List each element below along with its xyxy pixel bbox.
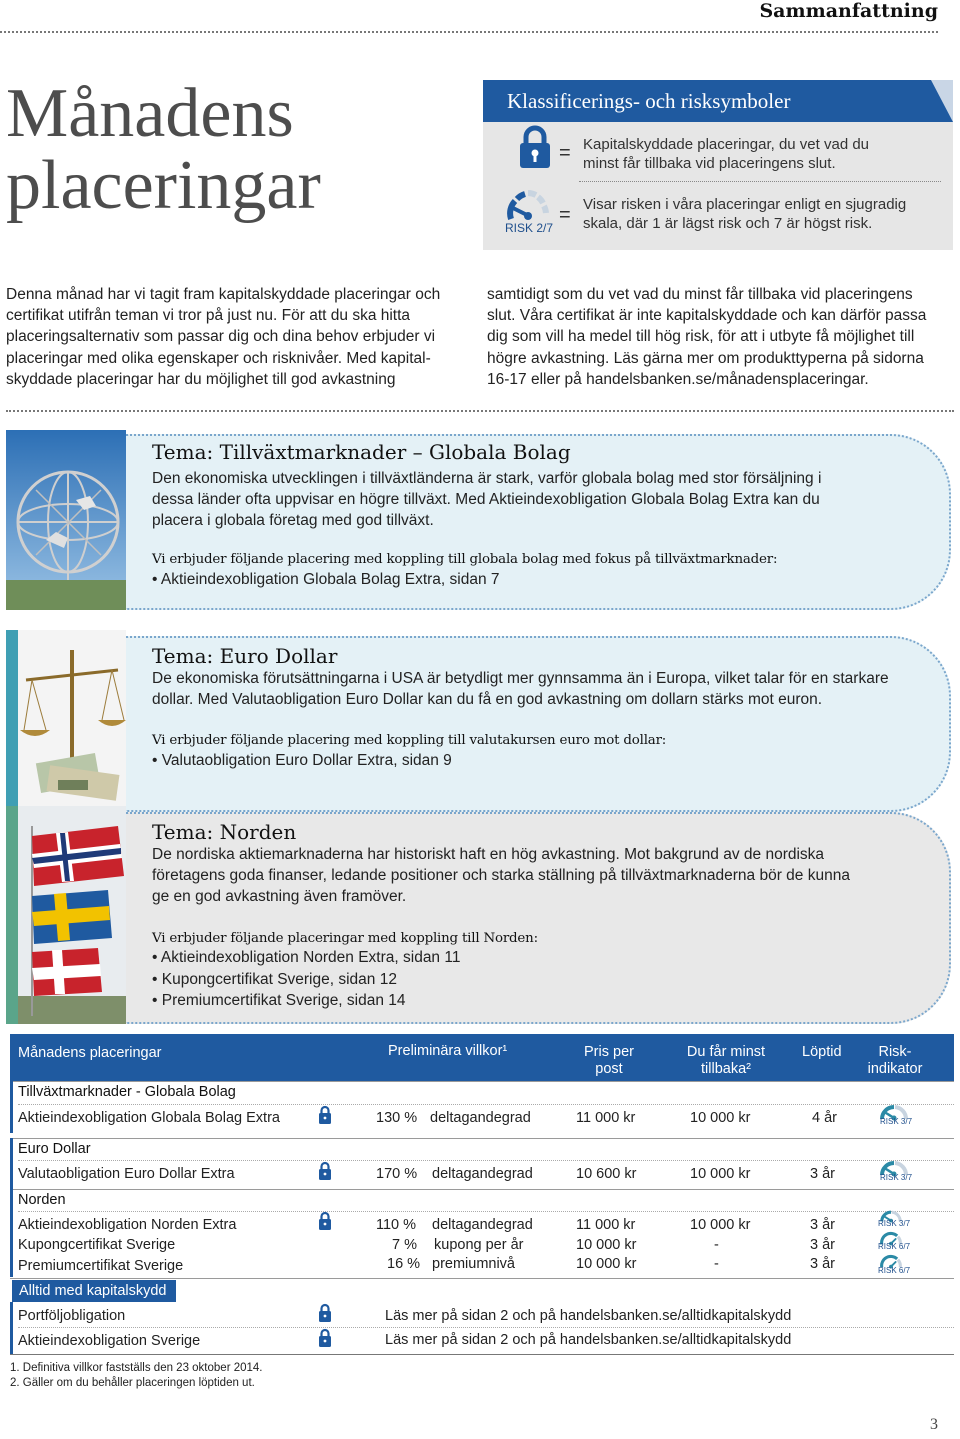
row-term: 3 år [810, 1166, 835, 1182]
row-min-back: 10 000 kr [690, 1217, 751, 1233]
row-price: 10 000 kr [576, 1237, 637, 1253]
intro-line: dig som vill ha medel till hög risk, för att i utbyte få möjlighet till [487, 328, 915, 346]
row-pct: 130 % [376, 1110, 418, 1126]
row-name: Aktieindexobligation Sverige [18, 1333, 201, 1349]
theme-body-line: De ekonomiska förutsättningarna i USA är betydligt mer gynnsamma än i Europa, vilket talar för en starkare [152, 670, 889, 687]
row-min-back: 10 000 kr [690, 1110, 751, 1126]
intro-line: placeringsalternativ som passar dig och dina behov erbjuder vi [6, 328, 436, 346]
theme-body-line: De nordiska aktiemarknaderna har historiskt haft en hög avkastning. Mot bakgrund av de nordiska [152, 846, 825, 863]
table-header [10, 1034, 954, 1081]
page-title [6, 75, 321, 224]
th-min-back [676, 1044, 776, 1078]
theme-bullet: • Kupongcertifikat Sverige, sidan 12 [152, 971, 397, 989]
theme-body [152, 668, 932, 710]
intro-line: samtidigt som du vet vad du minst får tillbaka vid placeringens [487, 286, 913, 303]
th-name: Månadens placeringar [18, 1045, 162, 1061]
nordic-flags-photo [18, 806, 126, 1024]
divider [18, 1160, 954, 1161]
theme-body-line: ge en god avkastning även framöver. [152, 888, 407, 905]
risk-description [583, 195, 943, 233]
intro-line: skyddade placeringar har du möjlighet till god avkastning [6, 370, 396, 388]
section-label: Sammanfattning [759, 0, 938, 22]
divider [0, 31, 938, 33]
intro-line: Denna månad har vi tagit fram kapitalskyddade placeringar och [6, 286, 441, 303]
globe-sculpture-photo [6, 430, 126, 610]
divider [18, 1327, 954, 1328]
theme-title: Tema: Euro Dollar [152, 644, 338, 668]
group-bar [10, 1138, 13, 1190]
row-pct: 16 % [387, 1256, 421, 1272]
row-name: Aktieindexobligation Norden Extra [18, 1217, 237, 1233]
theme-growth-markets [0, 430, 960, 612]
th-term: Löptid [802, 1044, 842, 1060]
theme-bullet: • Aktieindexobligation Globala Bolag Extra, sidan 7 [152, 571, 500, 589]
th-price [570, 1044, 648, 1078]
table-group-label: Norden [18, 1192, 66, 1208]
accent-strip [6, 806, 18, 1024]
page-title-line2: placeringar [6, 147, 321, 224]
risk-text-line1: Visar risken i våra placeringar enligt en sjugradig [583, 196, 907, 213]
lock-text-line1: Kapitalskyddade placeringar, du vet vad du [583, 136, 870, 153]
padlock-icon [318, 1328, 332, 1348]
row-name: Kupongcertifikat Sverige [18, 1237, 176, 1253]
table-group-divider [10, 1138, 954, 1139]
row-type: deltagandegrad [432, 1217, 533, 1233]
th-risk-line: indikator [867, 1061, 923, 1077]
row-term: 4 år [812, 1110, 837, 1126]
divider [10, 1354, 954, 1355]
th-back-line: Du får minst [686, 1044, 766, 1060]
row-risk: RISK 3/7 [880, 1173, 913, 1182]
intro-line: placeringar med olika egenskaper och risknivåer. Med kapital- [6, 349, 431, 367]
risk-caption: RISK 2/7 [505, 221, 554, 235]
theme-bullet: • Aktieindexobligation Norden Extra, sidan 11 [152, 949, 460, 967]
intro-right [487, 284, 942, 390]
padlock-icon [318, 1161, 332, 1181]
intro-line: högre avkastning. Läs gärna mer om produkttyperna på sidorna [487, 349, 924, 367]
lock-text-line2: minst får tillbaka vid placeringens slut. [583, 155, 836, 172]
th-terms: Preliminära villkor¹ [388, 1043, 508, 1059]
row-type: deltagandegrad [432, 1166, 533, 1182]
classification-box [483, 80, 953, 250]
th-price-line: post [595, 1061, 623, 1077]
row-risk: RISK 3/7 [878, 1219, 911, 1228]
divider [18, 1211, 954, 1212]
row-pct: 110 % [376, 1217, 417, 1233]
theme-body [152, 844, 872, 907]
th-risk-line: Risk- [878, 1044, 912, 1060]
intro-line: certifikat utifrån teman vi tror på just nu. För att du ska hitta [6, 307, 411, 325]
theme-offer: Vi erbjuder följande placeringar med koppling till Norden: [152, 931, 538, 946]
padlock-icon [518, 125, 552, 169]
theme-title: Tema: Tillväxtmarknader – Globala Bolag [152, 440, 571, 464]
classification-heading: Klassificerings- och risksymboler [483, 80, 953, 122]
theme-offer: Vi erbjuder följande placering med koppling till globala bolag med fokus på tillväxtmarknader: [152, 552, 778, 567]
theme-body-line: dollar. Med Valutaobligation Euro Dollar kan du få en god avkastning om dollarn stärks mot euron. [152, 691, 823, 708]
divider [6, 410, 954, 412]
row-type: premiumnivå [432, 1256, 515, 1272]
table-group-divider [10, 1081, 954, 1082]
row-type: kupong per år [434, 1237, 524, 1253]
intro-line: slut. Våra certifikat är inte kapitalskyddade och kan därför passa [487, 307, 927, 325]
theme-body [152, 468, 872, 531]
equals-sign: = [559, 204, 571, 226]
theme-bullet: • Valutaobligation Euro Dollar Extra, sidan 9 [152, 752, 452, 770]
row-min-back: 10 000 kr [690, 1166, 751, 1182]
theme-bullet: • Premiumcertifikat Sverige, sidan 14 [152, 992, 406, 1010]
row-pct: 170 % [376, 1166, 418, 1182]
divider [579, 181, 941, 182]
th-price-line: Pris per [584, 1044, 634, 1060]
row-note: Läs mer på sidan 2 och på handelsbanken.se/alltidkapitalskydd [385, 1332, 792, 1348]
row-price: 10 600 kr [576, 1166, 637, 1182]
th-back-line: tillbaka² [701, 1061, 751, 1077]
risk-text-line2: skala, där 1 är lägst risk och 7 är högst risk. [583, 215, 873, 232]
theme-body-line: Den ekonomiska utvecklingen i tillväxtländerna är stark, varför globala bolag med stor försäljning i [152, 470, 822, 487]
row-risk: RISK 6/7 [878, 1242, 911, 1251]
table-group-label: Alltid med kapitalskydd [12, 1280, 176, 1302]
row-min-back: - [714, 1237, 719, 1253]
row-name: Portföljobligation [18, 1308, 126, 1324]
group-bar [10, 1081, 13, 1133]
balance-scale-photo [18, 630, 126, 812]
page-number: 3 [930, 1416, 938, 1433]
theme-nordic [0, 806, 960, 1024]
table-group-label: Euro Dollar [18, 1141, 91, 1157]
row-name: Premiumcertifikat Sverige [18, 1258, 184, 1274]
row-price: 11 000 kr [576, 1217, 636, 1233]
row-term: 3 år [810, 1217, 835, 1233]
padlock-icon [318, 1211, 332, 1231]
row-risk: RISK 3/7 [880, 1117, 913, 1126]
row-term: 3 år [810, 1256, 835, 1272]
row-name: Valutaobligation Euro Dollar Extra [18, 1166, 235, 1182]
theme-title: Tema: Norden [152, 820, 297, 844]
table-group-divider [10, 1278, 954, 1279]
divider [18, 1104, 954, 1105]
theme-euro-dollar [0, 630, 960, 812]
footnote: 2. Gäller om du behåller placeringen löptiden ut. [10, 1377, 255, 1389]
intro-line: 16-17 eller på handelsbanken.se/månadensplaceringar. [487, 370, 869, 388]
row-risk: RISK 6/7 [878, 1266, 911, 1275]
group-bar [10, 1302, 13, 1354]
theme-body-line: placera i globala företag med god tillväxt. [152, 512, 434, 529]
theme-offer: Vi erbjuder följande placering med koppling till valutakursen euro mot dollar: [152, 733, 667, 748]
row-pct: 7 % [392, 1237, 417, 1253]
group-bar [10, 1189, 13, 1277]
intro-left [6, 284, 461, 390]
row-note: Läs mer på sidan 2 och på handelsbanken.se/alltidkapitalskydd [385, 1308, 792, 1324]
theme-body-line: dessa länder ofta uppvisar en högre tillväxt. Med Aktieindexobligation Globala Bolag Extra kan du [152, 491, 820, 508]
padlock-icon [318, 1303, 332, 1323]
row-name: Aktieindexobligation Globala Bolag Extra [18, 1110, 280, 1126]
row-type: deltagandegrad [430, 1110, 531, 1126]
theme-body-line: företagens goda finanser, ledande positioner och starka ställning på tillväxtmarknaderna bör de kunna [152, 867, 850, 884]
row-min-back: - [714, 1256, 719, 1272]
row-price: 10 000 kr [576, 1256, 637, 1272]
row-price: 11 000 kr [576, 1110, 636, 1126]
row-term: 3 år [810, 1237, 835, 1253]
page-title-line1: Månadens [6, 75, 294, 152]
table-group-label: Tillväxtmarknader - Globala Bolag [18, 1084, 236, 1100]
accent-strip [6, 630, 18, 812]
lock-description [583, 135, 913, 173]
table-group-divider [10, 1189, 954, 1190]
equals-sign: = [559, 142, 571, 164]
padlock-icon [318, 1105, 332, 1125]
th-risk [856, 1044, 934, 1078]
footnote: 1. Definitiva villkor fastställs den 23 oktober 2014. [10, 1362, 263, 1374]
